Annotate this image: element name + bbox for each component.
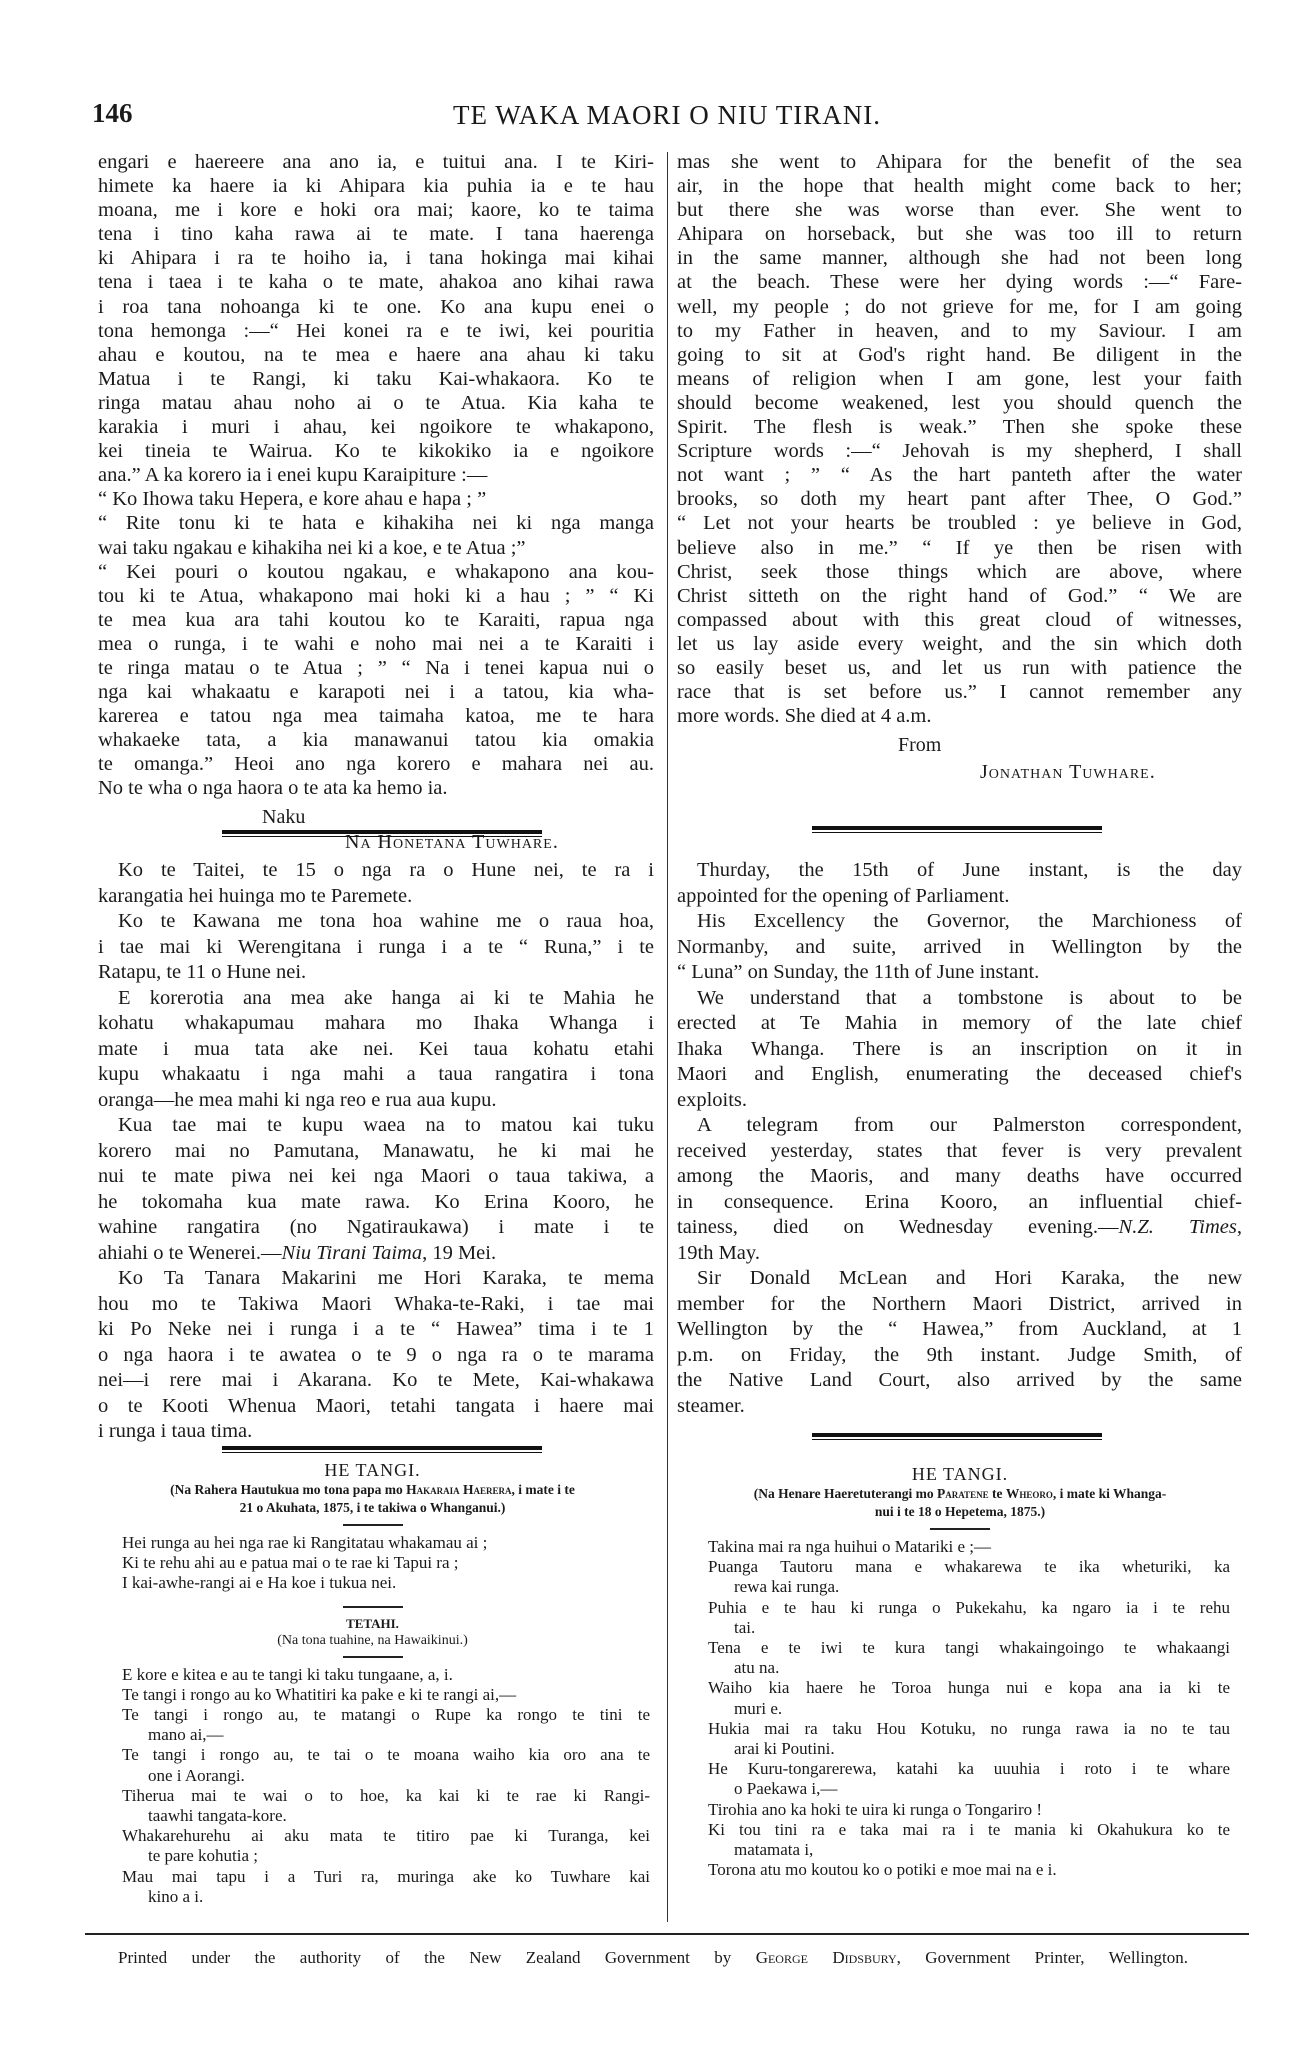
text-segment: Kua tae mai te kupu waea na to matou kai tuku [118,1114,654,1136]
verse-line [708,1638,1230,1678]
text-line [98,1062,654,1088]
name-small-caps: Hakaraia Haerera [406,1482,512,1497]
text-line: te omanga.” Heoi ano nga korero e mahara nei au. [98,753,654,776]
text-line [677,1343,1242,1369]
tetahi-title: TETAHI. [346,1615,399,1631]
text-line: mano ai,— [148,1725,224,1745]
verse-line [708,1820,1230,1860]
text-line [677,1292,1242,1318]
text-segment: hou mo te Takiwa Maori Whaka-te-Raki, i tae mai [98,1292,654,1315]
double-rule [222,1446,542,1453]
text-line: Matua i te Rangi, ki taku Kai-whakaora. Ko te [98,367,654,390]
text-segment: wahine rangatira (no Ngatiraukawa) i mate i te [98,1216,654,1238]
text-segment: mate i mua tata ake nei. Kei taua kohatu etahi [98,1037,654,1060]
verse-line [122,1867,650,1907]
text-line [677,1011,1242,1037]
text-segment: p.m. on Friday, the 9th instant. Judge Smith, of [677,1343,1242,1366]
paragraph [677,1266,1242,1419]
verse-line [122,1533,642,1553]
paragraph [98,986,654,1114]
text-segment: (Na Rahera Hautukua mo tona papa mo [170,1482,407,1497]
text-line: “ Let not your hearts be troubled : ye believe in God, [677,512,1242,535]
verse-line [708,1860,1230,1880]
text-line: air, in the hope that health might come back to her; [677,175,1242,198]
paragraph [98,511,654,559]
text-line: I kai-awhe-rangi ai e Ha koe i tukua nei. [122,1573,397,1593]
sign-pre-right: From [898,734,942,756]
text-line [677,960,1242,986]
text-line: Whakarehurehu ai aku mata te titiro pae ki Turanga, kei [122,1826,650,1846]
paragraph [98,487,654,511]
verse-line [708,1719,1230,1759]
text-line: Waiho kia haere he Toroa hunga nui e kopa ana ia ki te [708,1678,1230,1698]
text-segment: , [1236,1216,1242,1238]
text-line: Takina mai ra nga huihui o Matariki e ;— [708,1537,992,1556]
text-line: karakia i muri i ahau, kei ngoikore te whakapono, [98,416,654,439]
text-segment: We understand that a tombstone is about to be [697,986,1242,1009]
text-line: matamata i, [734,1840,814,1860]
text-segment: Wellington by the “ Hawea,” from Auckland, at 1 [677,1318,1242,1340]
text-line: “ Ko Ihowa taku Hepera, e kore ahau e hapa ; ” [98,488,487,511]
text-line: Scripture words :—“ Jehovah is my shepherd, I shall [677,440,1242,463]
english-letter-column [677,150,1242,728]
text-line: Hei runga au hei nga rae ki Rangitatau whakamau ai ; [122,1533,488,1552]
text-line [98,1037,654,1063]
name-small-caps: George Didsbury [755,1948,897,1967]
double-rule [812,826,1102,833]
text-line: well, my people ; do not grieve for me, for I am going [677,295,1242,318]
text-line: o Paekawa i,— [734,1779,838,1799]
text-segment: Maori and English, enumerating the deceased chief's [677,1063,1242,1085]
lament-title: HE TANGI. [911,1464,1009,1484]
text-line: Tirohia ano ka hoki te uira ki runga o Tongariro ! [708,1799,1043,1819]
text-line [677,1164,1242,1190]
text-segment: i runga i taua tima. [98,1420,253,1442]
text-line [98,1368,654,1394]
text-segment: karangatia hei huinga mo te Paremete. [98,884,413,907]
text-line [98,1292,654,1318]
text-segment: Ratapu, te 11 o Hune nei. [98,961,307,983]
lament-subtitle [85,1481,660,1499]
text-line: believe also in me.” “ If ye then be risen with [677,536,1242,559]
text-line: Puanga Tautoru mana e whakarewa te ika wheturiki, ka [708,1557,1230,1577]
text-line: i roa tana nohoanga ki te one. Ko ana kupu enei o [98,295,654,318]
signature-right: Jonathan Tuwhare. [980,761,1156,783]
text-segment: Ko te Taitei, te 15 o nga ra o Hune nei, te ra i [118,859,654,881]
text-line [677,1317,1242,1343]
paragraph [98,150,654,487]
column-divider [667,152,668,1922]
text-line: ana.” A ka korero ia i enei kupu Karaipiture :— [98,464,488,487]
text-line: muri e. [734,1698,783,1718]
text-line: moana, me i kore e hoki ora mai; kaore, ko te taima [98,199,654,222]
text-segment: the Native Land Court, also arrived by the same [677,1369,1242,1391]
paragraph [98,858,654,909]
text-line: kino a i. [148,1886,204,1906]
english-news-column [677,858,1242,1419]
text-line: karerea e tatou nga mea taimaha katoa, me te hara [98,705,654,728]
text-line: let us lay aside every weight, and the sin which doth [677,632,1242,655]
text-line: Ki tou tini ra e taka mai ra i te mania ki Okahukura ko te [708,1819,1230,1839]
text-line [677,1368,1242,1394]
text-segment: member for the Northern Maori District, arrived in [677,1292,1242,1315]
text-line [98,935,654,961]
short-rule [343,1656,403,1658]
text-segment: received yesterday, states that fever is very prevalent [677,1139,1242,1162]
text-segment: A telegram from our Palmerston correspondent, [697,1114,1242,1136]
text-line: atu na. [734,1658,780,1678]
text-line [677,1088,1242,1114]
text-segment: he tokomaha kua mate rawa. Ko Erina Kooro, he [98,1190,654,1213]
text-line: Ahipara on horseback, but she was too ill to return [677,223,1242,246]
text-segment: nei—i rere mai i Akarana. Ko te Mete, Kai-whakawa [98,1369,654,1391]
text-segment: Ko te Kawana me tona hoa wahine me o raua hoa, [118,910,654,932]
text-line: means of religion when I am gone, lest your faith [677,367,1242,390]
paragraph [677,858,1242,909]
text-line [677,1215,1242,1241]
text-line [677,1062,1242,1088]
short-rule [343,1524,403,1526]
text-segment: , Government Printer, Wellington. [896,1948,1188,1967]
verse-line [708,1678,1230,1718]
maori-news-column [98,858,654,1445]
text-line [98,1266,654,1292]
text-line [677,1266,1242,1292]
text-line: one i Aorangi. [148,1765,245,1785]
text-line [677,1139,1242,1165]
text-line: Christ, seek those things which are above, where [677,560,1242,583]
lament-subtitle-2: nui i te 18 o Hepetema, 1875.) [874,1504,1046,1519]
text-line [98,1419,654,1445]
paragraph [677,1113,1242,1266]
text-line: tou ki te Atua, whakapono mai hoki ki a hau ; ” “ Ki [98,584,654,607]
text-segment: nui te mate piwa nei kei nga Maori o taua takiwa, a [98,1165,654,1187]
text-line [98,1317,654,1343]
text-line [98,960,654,986]
lament-verse [85,1533,642,1594]
signature-left: Na Honetana Tuwhare. [345,831,559,853]
verse-line [708,1759,1230,1799]
lament-subtitle-2: 21 o Akuhata, 1875, i te takiwa o Whanganui.) [239,1500,506,1515]
paragraph [677,909,1242,986]
text-segment: , 19 Mei. [422,1241,497,1264]
text-line: te pare kohutia ; [148,1846,258,1866]
text-segment: Printed under the authority of the New Zealand Government by [118,1948,756,1967]
text-segment: (Na Henare Haeretuterangi mo [753,1486,937,1501]
text-line: more words. She died at 4 a.m. [677,705,932,728]
text-line: Te tangi i rongo au, te tai o te moana waiho kia oro ana te [122,1745,650,1765]
text-line: tai. [734,1617,756,1637]
footer-rule [85,1933,1249,1935]
text-line [677,1113,1242,1139]
text-line [98,1343,654,1369]
text-segment: His Excellency the Governor, the Marchioness of [697,910,1242,932]
text-segment: korero mai no Pamutana, Manawatu, he ki mai he [98,1139,654,1162]
text-segment: Sir Donald McLean and Hori Karaka, the new [697,1267,1242,1289]
text-line: in the same manner, although she had not been long [677,247,1242,270]
italic-citation: N.Z. Times [1118,1216,1237,1238]
text-line: Te tangi i rongo au ko Whatitiri ka pake e ki te rangi ai,— [122,1684,517,1704]
text-line: so easily beset us, and let us run with patience the [677,656,1242,679]
text-line: ahau e koutou, na te mea e haere ana ahau ki taku [98,343,654,366]
short-rule [343,1606,403,1608]
lament-left [85,1460,660,1907]
text-line [98,986,654,1012]
paragraph [98,560,654,801]
text-line: brooks, so doth my heart pant after Thee, O God.” [677,488,1242,511]
text-line [98,1164,654,1190]
tetahi-subtitle: (Na tona tuahine, na Hawaikinui.) [277,1632,468,1648]
maori-letter-column [98,150,654,801]
italic-citation: Niu Tirani Taima [281,1241,423,1264]
text-segment: kohatu whakapumau mahara mo Ihaka Whanga i [98,1012,654,1034]
text-line [677,909,1242,935]
text-line: Te tangi i rongo au, te matangi o Rupe ka rongo te tini te [122,1705,650,1725]
text-line: tena i taea i te kaha o te mate, ahakoa ano kihai rawa [98,271,654,294]
name-small-caps: Paratene [936,1486,989,1501]
text-line: wai taku ngakau e kihakiha nei ki a koe, e te Atua ;” [98,536,526,559]
text-line: but there she was worse than ever. She went to [677,199,1242,222]
text-segment: o nga haora i te awatea o te 9 o nga ra o te marama [98,1343,654,1366]
text-line [98,858,654,884]
text-segment: among the Maoris, and many deaths have occurred [677,1165,1242,1187]
text-line: not want ; ” “ As the hart panteth after the water [677,464,1242,487]
text-line: Tena e te iwi te kura tangi whakaingoingo te whakaangi [708,1638,1230,1658]
paragraph [98,909,654,986]
text-line: “ Kei pouri o koutou ngakau, e whakapono ana kou- [98,560,654,583]
text-line [677,1394,1242,1420]
text-line [98,1215,654,1241]
text-line: ki Ahipara i ra te hoiho ia, i tana hokinga mai kihai [98,247,654,270]
text-segment: erected at Te Mahia in memory of the late chief [677,1012,1242,1034]
double-rule [812,1433,1102,1440]
text-segment: , i mate i te [511,1482,575,1497]
text-line: nga kai whakaatu e karapoti nei i a tatou, kia wha- [98,681,654,704]
text-segment: kupu whakaatu i nga mahi a taua rangatira i tona [98,1063,654,1085]
text-line: Spirit. The flesh is weak.” Then she spoke these [677,416,1242,439]
text-segment: Ko Ta Tanara Makarini me Hori Karaka, te mema [118,1267,654,1289]
text-line: te mea kua ara tahi koutou ko te Karaiti, rapua nga [98,608,654,631]
text-line [677,1190,1242,1216]
text-line [98,1190,654,1216]
verse-line [122,1665,650,1685]
text-line: Torona atu mo koutou ko o potiki e moe mai na e i. [708,1860,1057,1880]
text-line: compassed about with this great cloud of witnesses, [677,608,1242,631]
text-segment: exploits. [677,1088,748,1111]
masthead-title: TE WAKA MAORI O NIU TIRANI. [453,100,881,130]
text-line [677,858,1242,884]
text-line: mas she went to Ahipara for the benefit of the sea [677,151,1242,173]
text-line: taawhi tangata-kore. [148,1806,287,1826]
text-line: He Kuru-tongarerewa, katahi ka uuuhia i roto i te whare [708,1759,1230,1779]
text-line: “ Rite tonu ki te hata e kihakiha nei ki nga manga [98,512,654,535]
verse-line [122,1685,650,1705]
verse-line [122,1745,650,1785]
text-segment: appointed for the opening of Parliament. [677,884,1010,907]
text-line: engari e haereere ana ano ia, e tuitui ana. I te Kiri- [98,151,654,173]
text-line: himete ka haere ia ki Ahipara kia puhia ia e te hau [98,175,654,198]
text-segment: E korerotia ana mea ake hanga ai ki te Mahia he [118,986,654,1009]
paragraph [98,1266,654,1445]
verse-line [708,1557,1230,1597]
text-line [98,1241,654,1267]
text-line: E kore e kitea e au te tangi ki taku tungaane, a, i. [122,1664,453,1684]
text-line: Ki te rehu ahi au e patua mai o te rae ki Tapui ra ; [122,1553,459,1573]
text-segment: te [988,1486,1006,1501]
lament-verse [670,1537,1230,1880]
text-segment: in consequence. Erina Kooro, an influential chief- [677,1190,1242,1213]
text-line [677,884,1242,910]
text-segment: “ Luna” on Sunday, the 11th of June instant. [677,961,1040,983]
text-line: at the beach. These were her dying words :—“ Fare- [677,271,1242,294]
text-segment: Thurday, the 15th of June instant, is the day [697,859,1242,881]
text-line: Tiherua mai te wai o to hoe, ka kai ki te rae ki Rangi- [122,1785,650,1805]
text-line: rewa kai runga. [734,1577,840,1597]
text-segment: steamer. [677,1394,745,1417]
text-line: race that is set before us.” I cannot remember any [677,681,1242,704]
text-line [98,1011,654,1037]
text-line: Puhia e te hau ki runga o Pukekahu, ka ngaro ia i te rehu [708,1597,1230,1617]
text-line: Christ sitteth on the right hand of God.” “ We are [677,584,1242,607]
text-line: should become weakened, lest you should quench the [677,391,1242,414]
paragraph [98,1113,654,1266]
verse-line [708,1537,1230,1557]
verse-line [122,1786,650,1826]
text-line: kei tineia te Wairua. Ko te kikokiko ia e ngoikore [98,440,654,463]
text-segment: o te Kooti Whenua Maori, tetahi tangata i haere mai [98,1394,654,1417]
paragraph [677,986,1242,1114]
lament-subtitle [670,1485,1250,1503]
text-line [677,1037,1242,1063]
text-line [98,1113,654,1139]
lament-title: HE TANGI. [324,1460,421,1480]
text-segment: 19th May. [677,1241,760,1264]
verse-line [122,1705,650,1745]
page-number: 146 [92,98,133,128]
text-line [98,909,654,935]
short-rule [930,1528,990,1530]
text-segment: oranga—he mea mahi ki nga reo e rua aua kupu. [98,1088,497,1111]
text-line [677,1241,1242,1267]
verse-line [122,1553,642,1573]
text-line: tena i tino kaha rawa ai te mate. I tana haerenga [98,223,654,246]
verse-line [122,1573,642,1593]
text-segment: ki Po Neke nei i runga i a te “ Hawea” tima i te 1 [98,1318,654,1340]
text-line [98,1088,654,1114]
text-segment: , i mate ki Whanga- [1052,1486,1167,1501]
text-line: Mau mai tapu i a Turi ra, muringa ake ko Tuwhare kai [122,1866,650,1886]
text-line [98,884,654,910]
text-line: whakaeke tata, a kia manawanui tatou kia omakia [98,729,654,752]
verse-line [122,1826,650,1866]
paragraph [677,150,1242,728]
text-line: Hukia mai ra taku Hou Kotuku, no runga rawa ia no te tau [708,1718,1230,1738]
tetahi-verse [85,1665,650,1907]
verse-line [708,1598,1230,1638]
text-line [677,986,1242,1012]
text-segment: tainess, died on Wednesday evening.— [677,1216,1119,1238]
text-line [98,1139,654,1165]
sign-pre-left: Naku [262,806,306,828]
text-line: No te wha o nga haora o te ata ka hemo ia. [98,777,448,800]
printer-imprint [118,1948,1188,1968]
name-small-caps: Wheoro [1005,1486,1053,1501]
text-line: to my Father in heaven, and to my Saviour. I am [677,319,1242,342]
text-segment: Normanby, and suite, arrived in Wellington by the [677,935,1242,958]
verse-line [708,1800,1230,1820]
text-segment: Ihaka Whanga. There is an inscription on it in [677,1037,1242,1060]
text-line [677,935,1242,961]
text-line: arai ki Poutini. [734,1739,835,1759]
text-line: going to sit at God's right hand. Be diligent in the [677,343,1242,366]
text-line: tona hemonga :—“ Hei konei ra e te iwi, kei pouritia [98,319,654,342]
lament-right [670,1464,1250,1880]
text-line: mea o runga, i te wahi e noho mai nei a te Karaiti i [98,632,654,655]
text-segment: i tae mai ki Werengitana i runga i a te “ Runa,” i te [98,935,654,958]
text-line: ringa matau ahau noho ai o te Atua. Kia kaha te [98,391,654,414]
text-segment: ahiahi o te Wenerei.— [98,1241,282,1264]
double-rule [222,830,542,837]
text-line: te ringa matau o te Atua ; ” “ Na i tenei kapua nui o [98,656,654,679]
text-line [98,1394,654,1420]
